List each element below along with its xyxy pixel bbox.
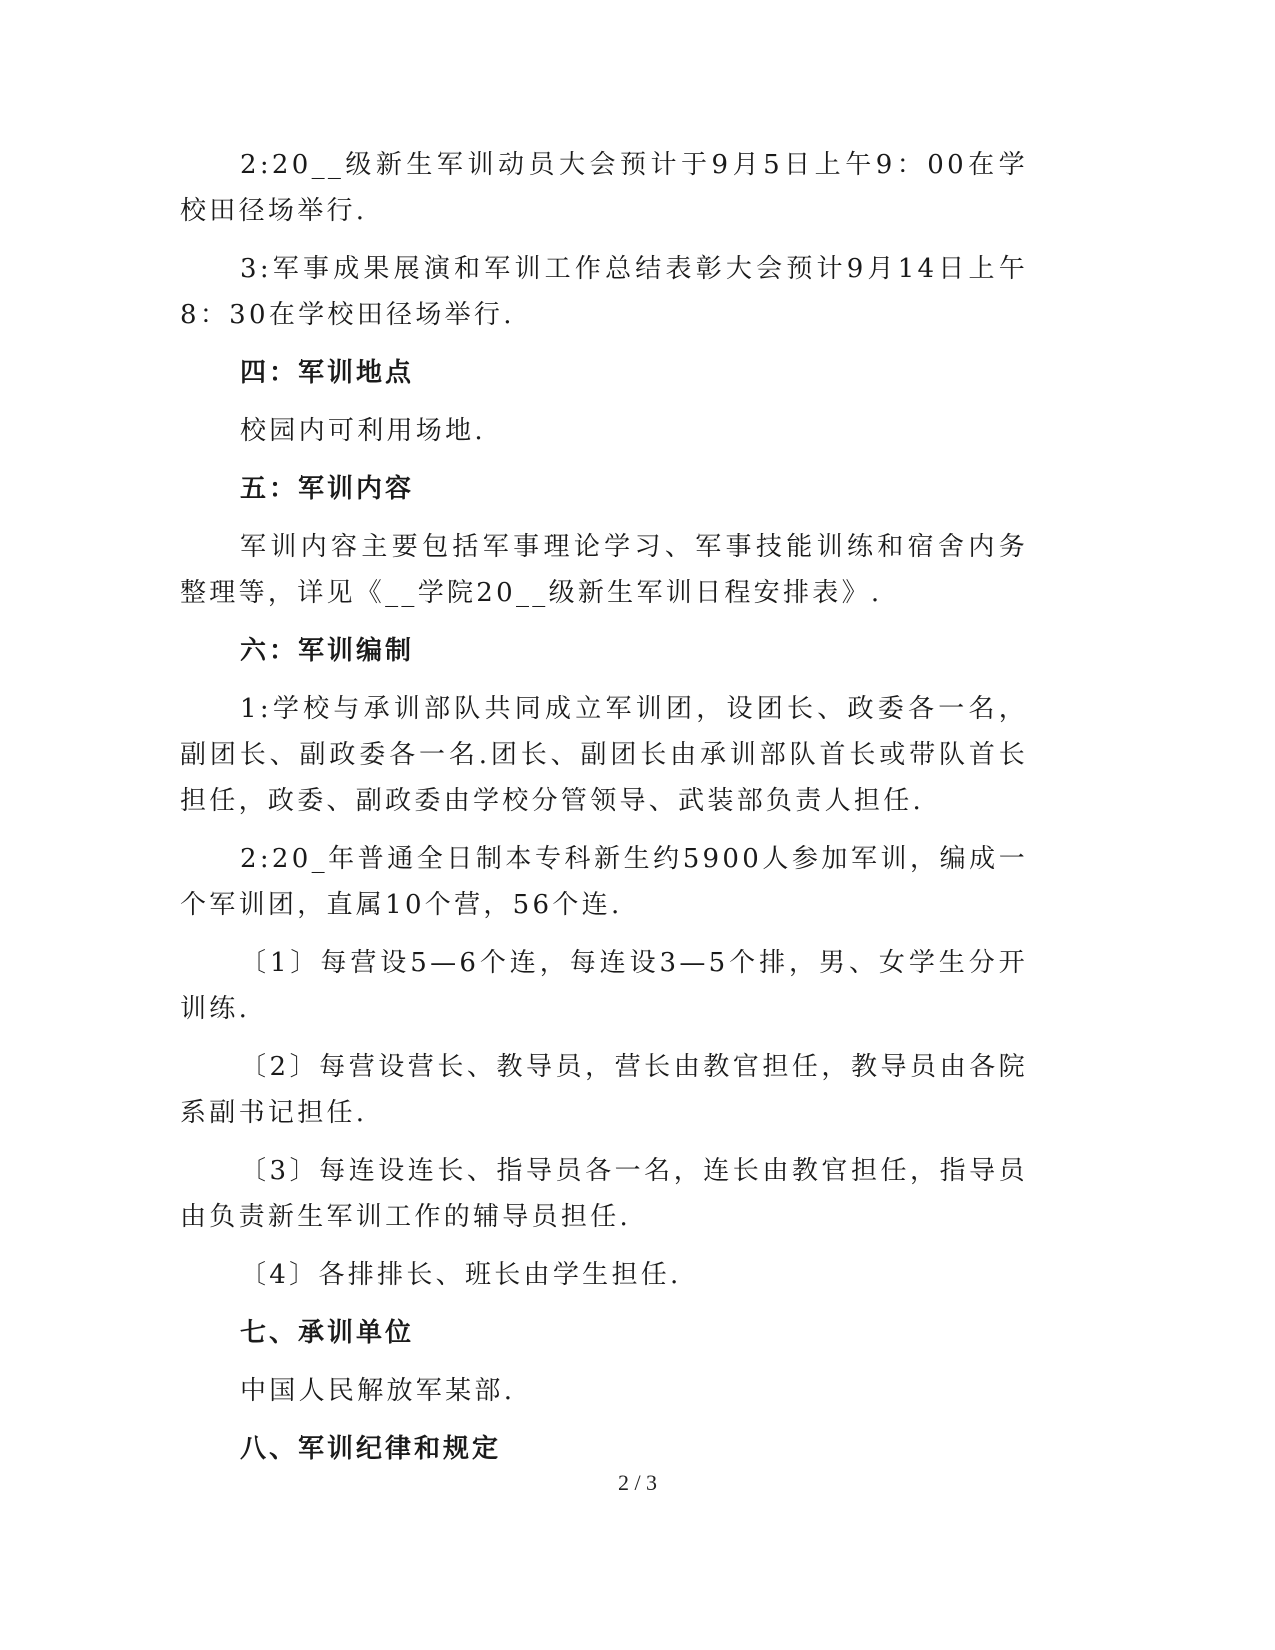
- section-heading-location: 四：军训地点: [240, 358, 415, 388]
- paragraph-organization-item-4: 〔4〕各排排长、班长由学生担任.: [240, 1260, 682, 1290]
- section-heading-organization: 六：军训编制: [240, 636, 415, 666]
- section-heading-training-unit: 七、承训单位: [240, 1318, 415, 1348]
- paragraph-location: 校园内可利用场地.: [240, 416, 486, 446]
- section-heading-content: 五：军训内容: [240, 474, 415, 504]
- page-number: 2 / 3: [617, 1470, 658, 1495]
- document-body: [180, 142, 1028, 1484]
- paragraph-organization-item-2: 〔2〕每营设营长、教导员，营长由教官担任，教导员由各院系副书记担任.: [180, 1052, 1028, 1128]
- paragraph-mobilization-meeting: 2:20__级新生军训动员大会预计于9月5日上午9：00在学校田径场举行.: [180, 150, 1028, 226]
- paragraph-content: 军训内容主要包括军事理论学习、军事技能训练和宿舍内务整理等，详见《__学院20__级新生军训日程安排表》.: [180, 532, 1028, 608]
- paragraph-organization-1: 1:学校与承训部队共同成立军训团，设团长、政委各一名，副团长、副政委各一名.团长、副团长由承训部队首长或带队首长担任，政委、副政委由学校分管领导、武装部负责人担任.: [180, 694, 1028, 816]
- paragraph-organization-item-3: 〔3〕每连设连长、指导员各一名，连长由教官担任，指导员由负责新生军训工作的辅导员担任.: [180, 1156, 1028, 1232]
- paragraph-closing-ceremony: 3:军事成果展演和军训工作总结表彰大会预计9月14日上午8：30在学校田径场举行.: [180, 254, 1028, 330]
- paragraph-organization-2: 2:20_年普通全日制本专科新生约5900人参加军训，编成一个军训团，直属10个营，56个连.: [180, 844, 1028, 920]
- paragraph-organization-item-1: 〔1〕每营设5—6个连，每连设3—5个排，男、女学生分开训练.: [180, 948, 1028, 1024]
- paragraph-training-unit: 中国人民解放军某部.: [240, 1376, 516, 1406]
- section-heading-discipline: 八、军训纪律和规定: [240, 1434, 502, 1464]
